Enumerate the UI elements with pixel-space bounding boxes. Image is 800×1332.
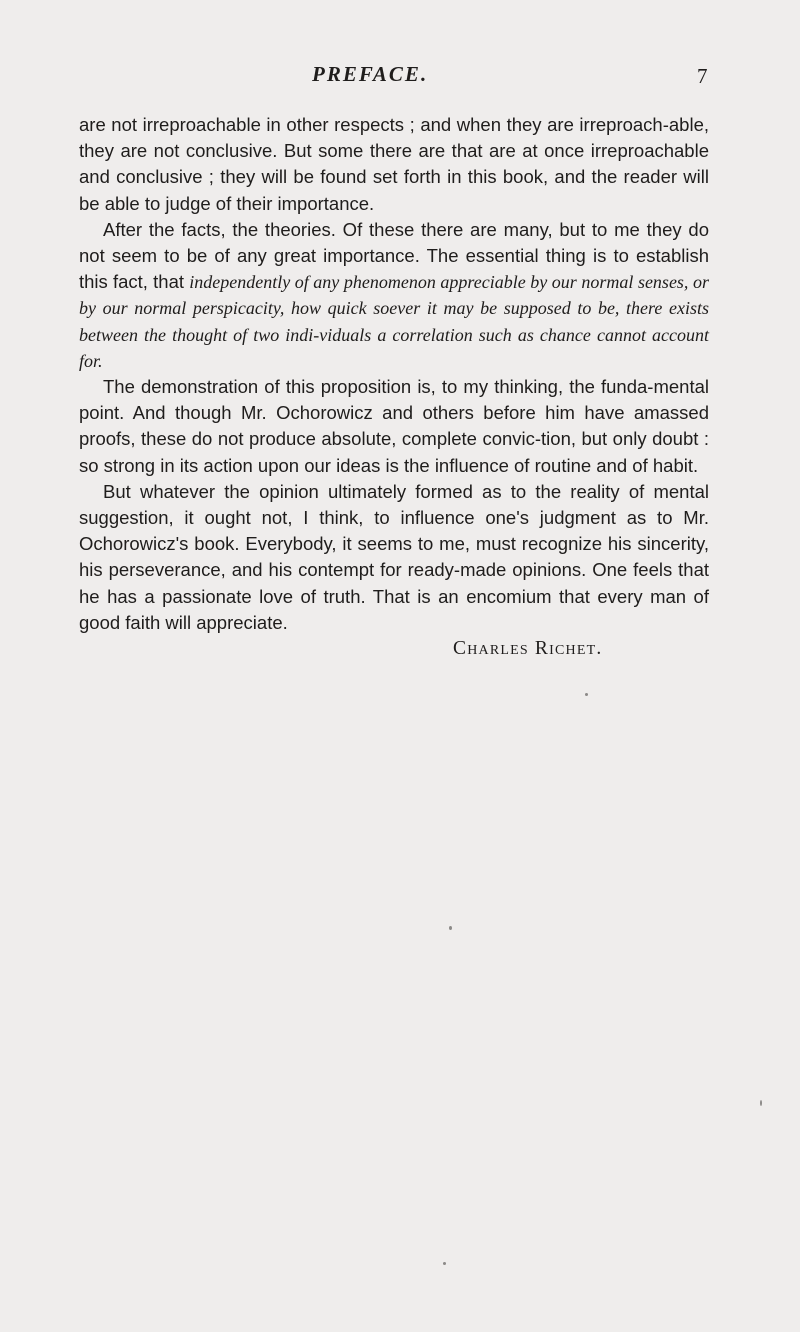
paragraph-2 (79, 217, 709, 374)
paragraph-4: But whatever the opinion ultimately formed as to the reality of mental suggestion, it ought not, I think, to influence one's judgment as to Mr. Ochorowicz's book. Everybody, it seems to me, must recognize his sincerity, his perseverance, and his contempt for ready-made opinions. One feels that he has a passionate love of truth. That is an encomium that every man of good faith will appreciate. (79, 480, 709, 633)
page-number: 7 (697, 64, 708, 88)
paragraph-2-roman: After the facts, the theories. Of these there are many, but to me they do not seem to be of any great importance. The essential thing is to establish this fact, that (79, 218, 709, 293)
paragraph-3: The demonstration of this proposition is, to my thinking, the funda-mental point. And though Mr. Ochorowicz and others before him have amassed proofs, these do not produce absolute, complete convic-tion, but only doubt : so strong in its action upon our ideas is the influence of routine and of habit. (79, 376, 709, 476)
paper-speck (449, 926, 452, 930)
signature: Charles Richet. (453, 638, 603, 660)
running-head (0, 62, 800, 92)
preface-text (79, 112, 709, 662)
paragraph-1: are not irreproachable in other respects ; and when they are irreproach-able, they are not conclusive. But some there are that are at once irreproachable and conclusive ; they will be found set forth in this book, and the reader will be able to judge of their importance. (79, 114, 709, 214)
paper-speck (585, 693, 588, 696)
running-title: PREFACE. (312, 62, 429, 86)
paragraph-2-italic: independently of any phenomenon appreciable by our normal senses, or by our normal perspicacity, how quick soever it may be supposed to be, there exists between the thought of two indi-viduals a correlation such as chance cannot account for. (79, 272, 710, 371)
paper-speck (443, 1262, 446, 1265)
paper-speck (760, 1100, 762, 1106)
